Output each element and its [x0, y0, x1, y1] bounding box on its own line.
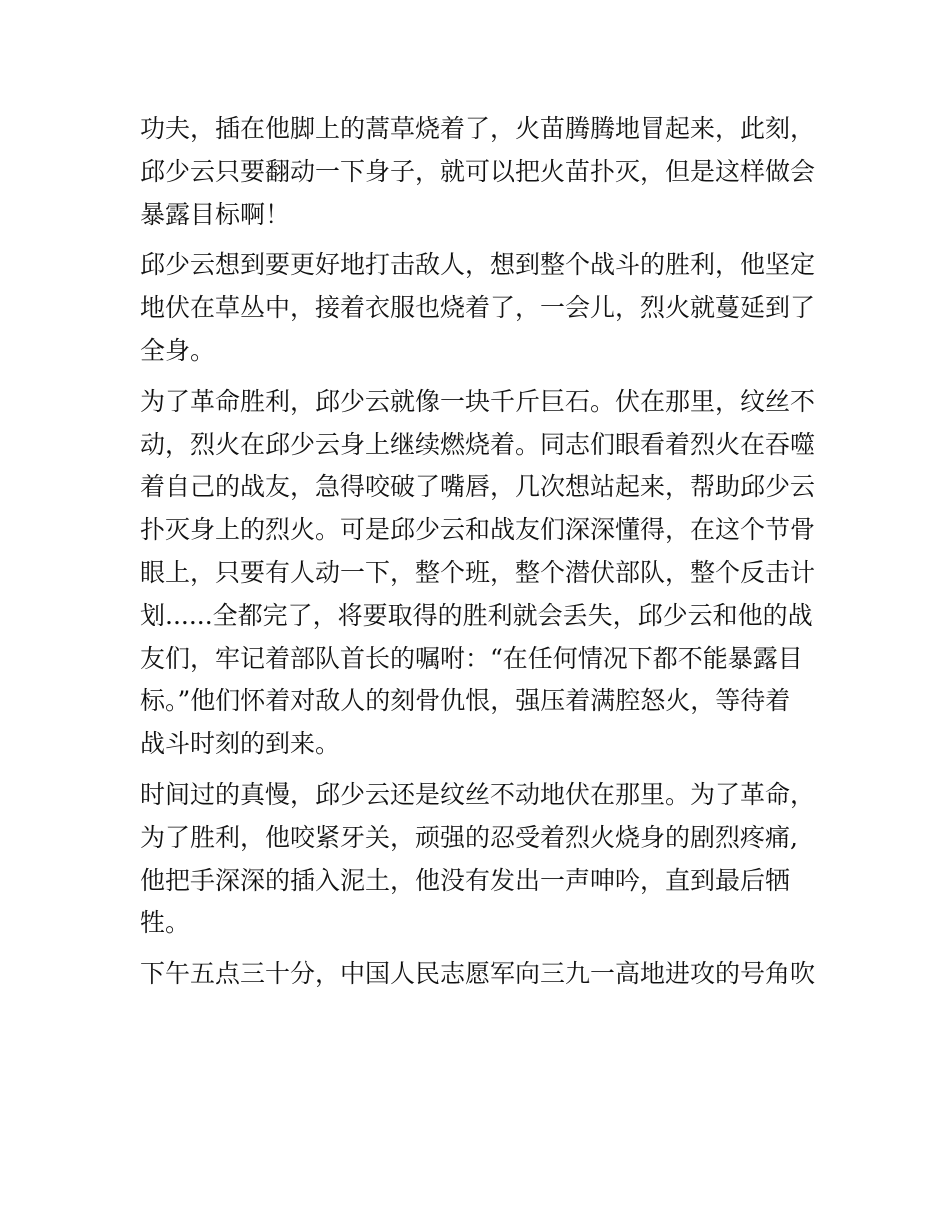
- text-line: 邱少云只要翻动一下身子，就可以把火苗扑灭，但是这样做会: [140, 156, 816, 186]
- text-line: 划......全都完了，将要取得的胜利就会丢失，邱少云和他的战: [140, 600, 813, 630]
- text-line: 地伏在草丛中，接着衣服也烧着了，一会儿，烈火就蔓延到了: [140, 293, 816, 323]
- text-line: 全身。: [140, 335, 216, 365]
- text-line: 友们，牢记着部队首长的嘱咐：“在任何情况下都不能暴露目: [140, 643, 803, 673]
- text-line: 暴露目标啊！: [140, 199, 291, 229]
- text-line: 时间过的真慢，邱少云还是纹丝不动地伏在那里。为了革命，: [140, 779, 816, 809]
- text-line: 战斗时刻的到来。: [140, 729, 341, 759]
- paragraph-gap: [140, 236, 820, 244]
- text-line: 扑灭身上的烈火。可是邱少云和战友们深深懂得，在这个节骨: [140, 515, 816, 545]
- text-line: 为了革命胜利，邱少云就像一块千斤巨石。伏在那里，纹丝不: [140, 386, 816, 416]
- document-body: [140, 108, 820, 996]
- paragraph-gap: [140, 766, 820, 774]
- text-line: 牲。: [140, 908, 191, 938]
- text-line: 下午五点三十分，中国人民志愿军向三九一高地进攻的号角吹: [140, 959, 816, 989]
- paragraph-2: [140, 244, 820, 372]
- paragraph-gap: [140, 945, 820, 953]
- text-line: 着自己的战友，急得咬破了嘴唇，几次想站起来，帮助邱少云: [140, 472, 816, 502]
- text-line: 邱少云想到要更好地打击敌人，想到整个战斗的胜利，他坚定: [140, 250, 816, 280]
- paragraph-5: [140, 953, 820, 996]
- text-line: 眼上，只要有人动一下，整个班，整个潜伏部队，整个反击计: [140, 557, 816, 587]
- text-line: 动，烈火在邱少云身上继续燃烧着。同志们眼看着烈火在吞噬: [140, 429, 816, 459]
- text-line: 功夫，插在他脚上的蒿草烧着了，火苗腾腾地冒起来，此刻，: [140, 114, 816, 143]
- paragraph-3: [140, 381, 820, 766]
- paragraph-gap: [140, 373, 820, 381]
- paragraph-1: [140, 108, 820, 236]
- paragraph-4: [140, 774, 820, 945]
- text-line: 标。”他们怀着对敌人的刻骨仇恨，强压着满腔怒火，等待着: [140, 686, 791, 716]
- text-line: 他把手深深的插入泥土，他没有发出一声呻吟，直到最后牺: [140, 865, 791, 895]
- text-line: 为了胜利，他咬紧牙关，顽强的忍受着烈火烧身的剧烈疼痛,: [140, 822, 798, 852]
